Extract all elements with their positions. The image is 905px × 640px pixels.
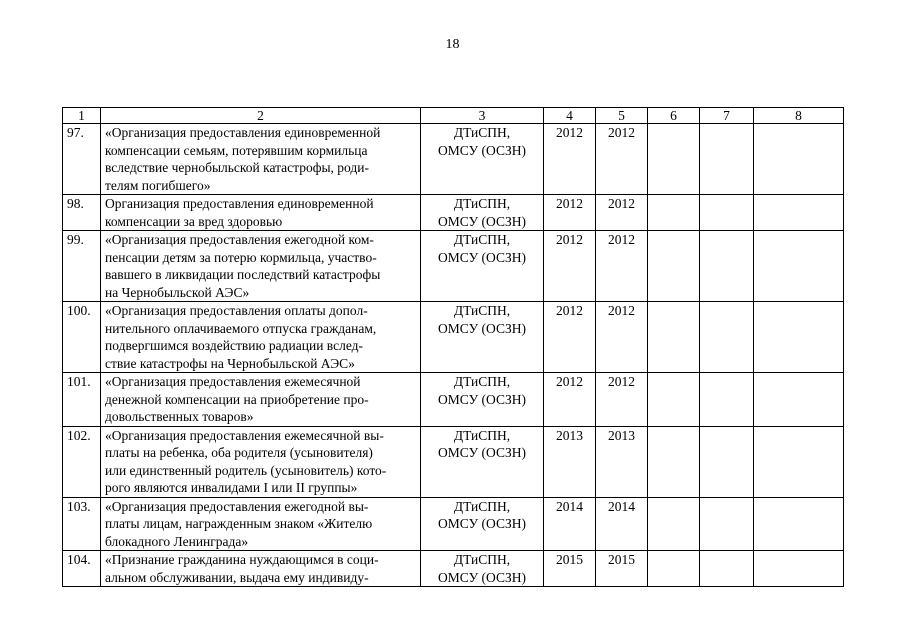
- year-start: 2012: [544, 373, 596, 427]
- header-row: [63, 108, 844, 124]
- empty-cell-c8: [754, 302, 844, 373]
- service-name-line: «Организация предоставления ежегодной вы-: [105, 498, 369, 514]
- service-name-line: вследствие чернобыльской катастрофы, роди-: [105, 160, 369, 175]
- service-name: [101, 373, 421, 427]
- header-col-2: 2: [101, 108, 421, 124]
- service-name: [101, 551, 421, 587]
- empty-cell-c7: [700, 195, 754, 231]
- service-name-line: рого являются инвалидами I или II группы»: [105, 480, 358, 495]
- executor-line: ДТиСПН,: [453, 427, 511, 443]
- year-start: 2013: [544, 426, 596, 497]
- year-end: 2013: [596, 426, 648, 497]
- service-name-line: нительного оплачиваемого отпуска гражданам,: [105, 320, 377, 336]
- executor-line: ОМСУ (ОСЗН): [438, 213, 526, 229]
- year-start: 2012: [544, 231, 596, 302]
- row-number: 98.: [63, 195, 101, 231]
- row-number: 100.: [63, 302, 101, 373]
- service-name: [101, 302, 421, 373]
- service-name-line: блокадного Ленинграда»: [105, 533, 249, 549]
- year-end: 2012: [596, 124, 648, 195]
- table-row: [63, 497, 844, 551]
- empty-cell-c8: [754, 124, 844, 195]
- empty-cell-c7: [700, 426, 754, 497]
- service-name: [101, 124, 421, 195]
- empty-cell-c7: [700, 373, 754, 427]
- empty-cell-c7: [700, 124, 754, 195]
- executor-line: ДТиСПН,: [453, 125, 511, 140]
- table-row: [63, 373, 844, 427]
- table-row: [63, 551, 844, 587]
- service-name-line: компенсации за вред здоровью: [105, 213, 283, 229]
- executor-line: ОМСУ (ОСЗН): [438, 142, 526, 158]
- service-name-line: компенсации семьям, потерявшим кормильца: [105, 142, 368, 158]
- executor-line: ДТиСПН,: [453, 498, 511, 514]
- executor-line: ОМСУ (ОСЗН): [438, 249, 526, 265]
- empty-cell-c6: [648, 551, 700, 587]
- empty-cell-c6: [648, 302, 700, 373]
- executor-line: ДТиСПН,: [453, 303, 511, 318]
- table-row: [63, 124, 844, 195]
- table-row: [63, 195, 844, 231]
- service-name-line: «Организация предоставления ежегодной ком-: [105, 232, 374, 247]
- executor-line: ОМСУ (ОСЗН): [438, 445, 526, 460]
- year-end: 2012: [596, 231, 648, 302]
- row-number: 103.: [63, 497, 101, 551]
- executor-line: ОМСУ (ОСЗН): [438, 391, 526, 407]
- empty-cell-c7: [700, 497, 754, 551]
- service-name-line: ствие катастрофы на Чернобыльской АЭС»: [105, 355, 355, 371]
- empty-cell-c6: [648, 231, 700, 302]
- empty-cell-c6: [648, 195, 700, 231]
- header-col-1: 1: [63, 108, 101, 124]
- service-name: [101, 195, 421, 231]
- empty-cell-c8: [754, 551, 844, 587]
- program-table: [62, 107, 844, 587]
- empty-cell-c7: [700, 302, 754, 373]
- table-row: [63, 426, 844, 497]
- executor-line: ДТиСПН,: [453, 374, 511, 389]
- year-start: 2012: [544, 195, 596, 231]
- executor-line: ОМСУ (ОСЗН): [438, 516, 526, 531]
- executor: [421, 195, 544, 231]
- row-number: 102.: [63, 426, 101, 497]
- service-name-line: или единственный родитель (усыновитель) кото-: [105, 462, 387, 478]
- table-body: [63, 124, 844, 587]
- executor: [421, 551, 544, 587]
- header-col-6: 6: [648, 108, 700, 124]
- service-name-line: довольственных товаров»: [105, 409, 254, 424]
- service-name-line: пенсации детям за потерю кормильца, участво-: [105, 249, 377, 265]
- service-name-line: телям погибшего»: [105, 177, 211, 193]
- empty-cell-c8: [754, 231, 844, 302]
- executor: [421, 426, 544, 497]
- year-end: 2015: [596, 551, 648, 587]
- empty-cell-c8: [754, 497, 844, 551]
- service-name-line: на Чернобыльской АЭС»: [105, 284, 250, 300]
- executor: [421, 302, 544, 373]
- executor: [421, 231, 544, 302]
- year-end: 2012: [596, 373, 648, 427]
- service-name-line: альном обслуживании, выдача ему индивиду-: [105, 569, 369, 585]
- header-col-3: 3: [421, 108, 544, 124]
- row-number: 104.: [63, 551, 101, 587]
- service-name-line: платы на ребенка, оба родителя (усыновителя): [105, 445, 373, 460]
- service-name: [101, 231, 421, 302]
- empty-cell-c7: [700, 231, 754, 302]
- row-number: 97.: [63, 124, 101, 195]
- service-name-line: Организация предоставления единовременной: [105, 196, 374, 211]
- header-col-8: 8: [754, 108, 844, 124]
- year-end: 2014: [596, 497, 648, 551]
- year-end: 2012: [596, 195, 648, 231]
- executor-line: ОМСУ (ОСЗН): [438, 320, 526, 336]
- empty-cell-c6: [648, 497, 700, 551]
- empty-cell-c8: [754, 373, 844, 427]
- executor: [421, 373, 544, 427]
- header-col-7: 7: [700, 108, 754, 124]
- table-row: [63, 231, 844, 302]
- empty-cell-c7: [700, 551, 754, 587]
- executor-line: ДТиСПН,: [453, 552, 511, 567]
- executor-line: ДТиСПН,: [453, 232, 511, 247]
- row-number: 101.: [63, 373, 101, 427]
- service-name-line: «Признание гражданина нуждающимся в соци-: [105, 552, 379, 567]
- executor-line: ОМСУ (ОСЗН): [438, 569, 526, 585]
- empty-cell-c8: [754, 426, 844, 497]
- executor: [421, 497, 544, 551]
- empty-cell-c6: [648, 124, 700, 195]
- year-start: 2012: [544, 302, 596, 373]
- year-start: 2014: [544, 497, 596, 551]
- service-name: [101, 426, 421, 497]
- year-start: 2015: [544, 551, 596, 587]
- service-name-line: «Организация предоставления ежемесячной вы-: [105, 427, 384, 443]
- service-name-line: платы лицам, награжденным знаком «Жителю: [105, 516, 373, 531]
- empty-cell-c8: [754, 195, 844, 231]
- service-name-line: вавшего в ликвидации последствий катастрофы: [105, 267, 381, 282]
- service-name-line: подвергшимся воздействию радиации вслед-: [105, 338, 364, 353]
- empty-cell-c6: [648, 373, 700, 427]
- empty-cell-c6: [648, 426, 700, 497]
- service-name-line: «Организация предоставления оплаты допол-: [105, 303, 368, 318]
- header-col-4: 4: [544, 108, 596, 124]
- row-number: 99.: [63, 231, 101, 302]
- service-name: [101, 497, 421, 551]
- service-name-line: «Организация предоставления ежемесячной: [105, 374, 361, 389]
- executor-line: ДТиСПН,: [453, 196, 511, 211]
- service-name-line: денежной компенсации на приобретение про-: [105, 391, 369, 407]
- year-start: 2012: [544, 124, 596, 195]
- year-end: 2012: [596, 302, 648, 373]
- service-name-line: «Организация предоставления единовременной: [105, 125, 381, 140]
- header-col-5: 5: [596, 108, 648, 124]
- page-number: 18: [445, 37, 460, 52]
- executor: [421, 124, 544, 195]
- table-row: [63, 302, 844, 373]
